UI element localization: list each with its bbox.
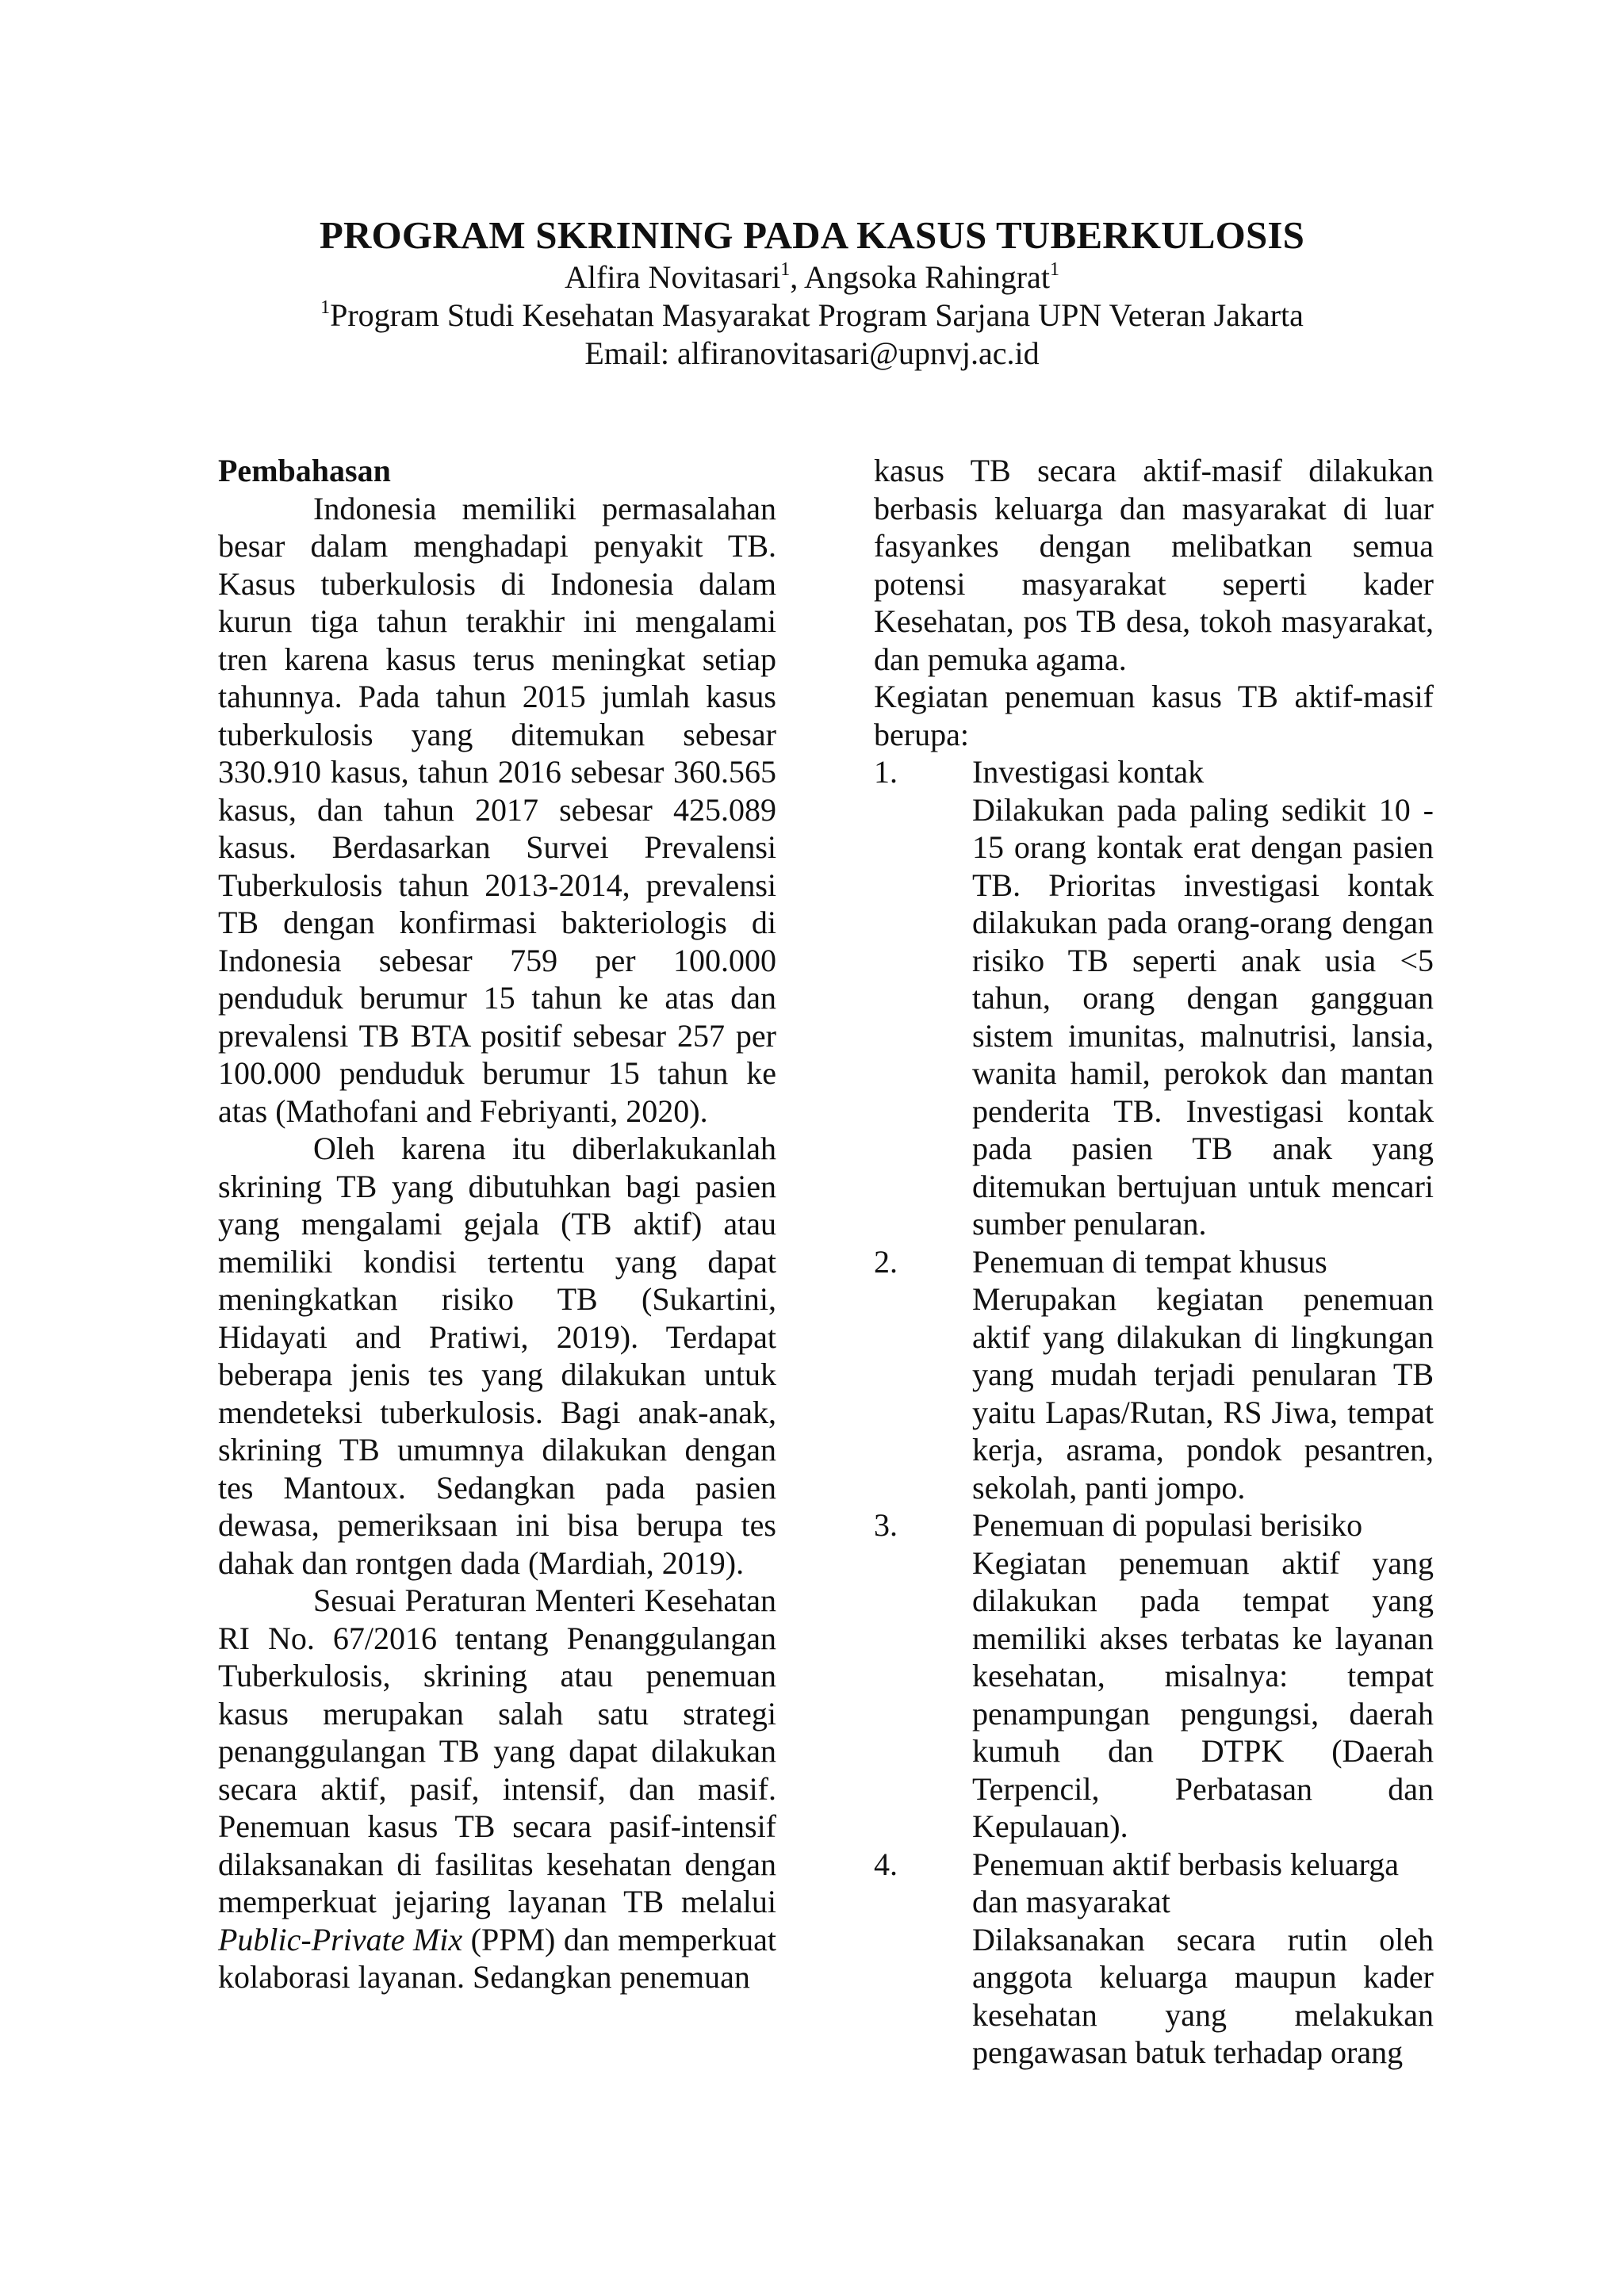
list-item-body: Dilaksanakan secara rutin oleh anggota keluarga maupun kader kesehatan yang melakukan pengawasan batuk terhadap orang — [972, 1921, 1434, 2070]
right-column — [874, 452, 1434, 2072]
list-item-body: Merupakan kegiatan penemuan aktif yang dilakukan di lingkungan yang mudah terjadi penularan TB yaitu Lapas/Rutan, RS Jiwa, tempat kerja, asrama, pondok pesantren, sekolah, panti jompo. — [972, 1281, 1434, 1506]
paragraph — [218, 1582, 776, 1996]
italic-term: Public-Private Mix — [218, 1921, 463, 1957]
list-item — [874, 1243, 1434, 1507]
left-column — [218, 452, 776, 1996]
paper-header — [0, 212, 1624, 373]
paragraph: Indonesia memiliki permasalahan besar dalam menghadapi penyakit TB. Kasus tuberkulosis di Indonesia dalam kurun tiga tahun terakhir ini mengalami tren karena kasus terus meningkat setiap tahunnya. Pada tahun 2015 jumlah kasus tuberkulosis yang ditemukan sebesar 330.910 kasus, tahun 2016 sebesar 360.565 kasus, dan tahun 2017 sebesar 425.089 kasus. Berdasarkan Survei Prevalensi Tuberkulosis tahun 2013-2014, prevalensi TB dengan konfirmasi bakteriologis di Indonesia sebesar 759 per 100.000 penduduk berumur 15 tahun ke atas dan prevalensi TB BTA positif sebesar 257 per 100.000 penduduk berumur 15 tahun ke atas (Mathofani and Febriyanti, 2020). — [218, 490, 776, 1129]
paper-title: PROGRAM SKRINING PADA KASUS TUBERKULOSIS — [319, 213, 1305, 257]
list-item-body: Kegiatan penemuan aktif yang dilakukan pada tempat yang memiliki akses terbatas ke layanan kesehatan, misalnya: tempat penampungan pengungsi, daerah kumuh dan DTPK (Daerah Terpencil, Perbatasan dan Kepulauan). — [972, 1544, 1434, 1844]
email-line: Email: alfiranovitasari@upnvj.ac.id — [584, 335, 1040, 371]
list-number: 4. — [874, 1846, 898, 1882]
section-heading: Pembahasan — [218, 453, 391, 488]
affiliation-line — [0, 297, 1624, 335]
list-item — [874, 1846, 1434, 2072]
affiliation-mark: 1 — [320, 297, 331, 318]
paragraph-text: (PPM) dan memperkuat kolaborasi layanan. Sedangkan penemuan — [218, 1921, 777, 1995]
paragraph: Oleh karena itu diberlakukanlah skrining TB yang dibutuhkan bagi pasien yang mengalami gejala (TB aktif) atau memiliki kondisi tertentu yang dapat meningkatkan risiko TB (Sukartini, Hidayati and Pratiwi, 2019). Terdapat beberapa jenis tes yang dilakukan untuk mendeteksi tuberkulosis. Bagi anak-anak, skrining TB umumnya dilakukan dengan tes Mantoux. Sedangkan pada pasien dewasa, pemeriksaan ini bisa berupa tes dahak dan rontgen dada (Mardiah, 2019). — [218, 1131, 776, 1581]
author-name: Angsoka Rahingrat — [803, 259, 1050, 295]
list-item — [874, 753, 1434, 1243]
affiliation-text: Program Studi Kesehatan Masyarakat Program Sarjana UPN Veteran Jakarta — [330, 297, 1304, 333]
list-item-title: Penemuan di populasi berisiko — [972, 1507, 1363, 1543]
paragraph: kasus TB secara aktif-masif dilakukan berbasis keluarga dan masyarakat di luar fasyankes dengan melibatkan semua potensi masyarakat seperti kader Kesehatan, pos TB desa, tokoh masyarakat, dan pemuka agama. — [874, 453, 1434, 677]
paragraph: Kegiatan penemuan kasus TB aktif-masif berupa: — [874, 679, 1434, 752]
list-item-title: Penemuan aktif berbasis keluarga dan masyarakat — [972, 1846, 1399, 1919]
list-item-title: Investigasi kontak — [972, 754, 1205, 790]
list-item-title: Penemuan di tempat khusus — [972, 1243, 1327, 1280]
list-number: 1. — [874, 754, 898, 790]
affiliation-mark: 1 — [780, 259, 791, 280]
author-line — [0, 258, 1624, 297]
author-name: Alfira Novitasari — [565, 259, 781, 295]
list-number: 3. — [874, 1507, 898, 1543]
list-number: 2. — [874, 1243, 898, 1280]
list-item — [874, 1506, 1434, 1846]
author-separator: , — [790, 259, 804, 295]
paragraph-text: Sesuai Peraturan Menteri Kesehatan RI No. 67/2016 tentang Penanggulangan Tuberkulosis, skrining atau penemuan kasus merupakan salah satu strategi penanggulangan TB yang dapat dilakukan secara aktif, pasif, intensif, dan masif. Penemuan kasus TB secara pasif-intensif dilaksanakan di fasilitas kesehatan dengan memperkuat jejaring layanan TB melalui — [218, 1582, 776, 1919]
affiliation-mark: 1 — [1049, 259, 1059, 280]
list-item-body: Dilakukan pada paling sedikit 10 - 15 orang kontak erat dengan pasien TB. Prioritas investigasi kontak dilakukan pada orang-orang dengan risiko TB seperti anak usia <5 tahun, orang dengan gangguan sistem imunitas, malnutrisi, lansia, wanita hamil, perokok dan mantan penderita TB. Investigasi kontak pada pasien TB anak yang ditemukan bertujuan untuk mencari sumber penularan. — [972, 791, 1434, 1242]
